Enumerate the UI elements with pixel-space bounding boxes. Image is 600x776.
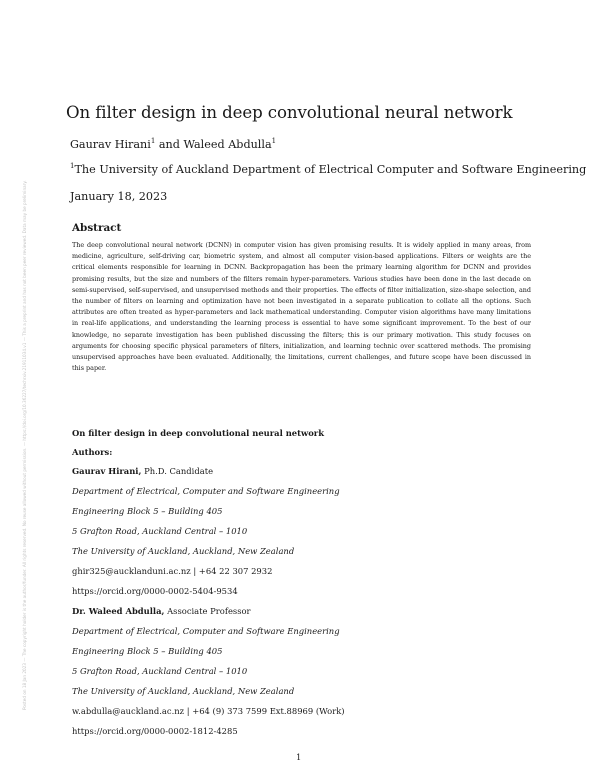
author1-department: Department of Electrical, Computer and Software Engineering (72, 486, 340, 496)
page-number: 1 (296, 752, 302, 762)
author1-name-line (72, 466, 532, 476)
author2-department: Department of Electrical, Computer and Software Engineering (72, 626, 340, 636)
author1-contact: ghir325@aucklanduni.ac.nz | +64 22 307 2932 (72, 566, 273, 576)
author2-name: Dr. Waleed Abdulla, (72, 606, 165, 616)
affiliation-line (70, 163, 586, 176)
authors-heading: Authors: (72, 447, 113, 457)
author2-orcid-link[interactable]: https://orcid.org/0000-0002-1812-4285 (72, 726, 238, 736)
author-connector: and (155, 138, 184, 151)
author-line (70, 138, 276, 151)
affiliation-mark: 1 (70, 162, 75, 170)
author1-name: Gaurav Hirani, (72, 466, 142, 476)
author1-university: The University of Auckland, Auckland, New Zealand (72, 546, 295, 556)
affiliation-text: The University of Auckland Department of Electrical Computer and Software Engineering (74, 163, 587, 176)
author1-street: 5 Grafton Road, Auckland Central – 1010 (72, 526, 248, 536)
author2-role: Associate Professor (164, 606, 251, 616)
author-name-1: Gaurav Hirani (70, 138, 151, 151)
publication-date: January 18, 2023 (70, 190, 168, 203)
author1-role: Ph.D. Candidate (141, 466, 214, 476)
author1-orcid-link[interactable]: https://orcid.org/0000-0002-5404-9534 (72, 586, 238, 596)
author-affil-mark-2: 1 (271, 137, 277, 145)
abstract-heading: Abstract (72, 222, 122, 234)
details-title: On filter design in deep convolutional neural network (72, 428, 324, 438)
paper-title: On filter design in deep convolutional neural network (66, 103, 513, 122)
author1-building: Engineering Block 5 – Building 405 (72, 506, 223, 516)
author2-name-line (72, 606, 532, 616)
abstract-body: The deep convolutional neural network (DCNN) in computer vision has given promising results. It is widely applied in many areas, from medicine, agriculture, self-driving car, biometric system, and almost all computer vision-based applications. Filters or weights are the critical elements responsible for learning in DCNN. Backpropagation has been the primary learning algorithm for DCNN and provides promising results, but the size and numbers of the filters remain hyper-parameters. Various studies have been done in the last decade on semi-supervised, self-supervised, and unsupervised methods and their properties. The effects of filter initialization, size-shape selection, and the number of filters on learning and optimization have not been investigated in a separate publication to collate all the options. Such attributes are often treated as hyper-parameters and lack mathematical understanding. Computer vision algorithms have many limitations in real-life applications, and understanding the learning process is essential to have some significant improvement. To the best of our knowledge, no separate investigation has been published discussing the filters; this is our primary motivation. This study focuses on arguments for choosing specific physical parameters of filters, initialization, and learning technic over scattered methods. The promising unsupervised approaches have been evaluated. Additionally, the limitations, current challenges, and future scope have been discussed in this paper. (72, 241, 531, 373)
author-name-2: Waleed Abdulla (183, 138, 272, 151)
preprint-sidebar-notice: Posted on 18 Jan 2023 — The copyright holder is the author/funder. All rights reserved. No reuse allowed without permission. — https://doi.org/10.36227/techrxiv.21911034.v1 — This a preprint and has not been peer reviewed. Data may be preliminary. (22, 180, 27, 710)
author2-building: Engineering Block 5 – Building 405 (72, 646, 223, 656)
author-affil-mark-1: 1 (150, 137, 156, 145)
author2-street: 5 Grafton Road, Auckland Central – 1010 (72, 666, 248, 676)
author2-university: The University of Auckland, Auckland, New Zealand (72, 686, 295, 696)
author2-contact: w.abdulla@auckland.ac.nz | +64 (9) 373 7599 Ext.88969 (Work) (72, 706, 345, 716)
